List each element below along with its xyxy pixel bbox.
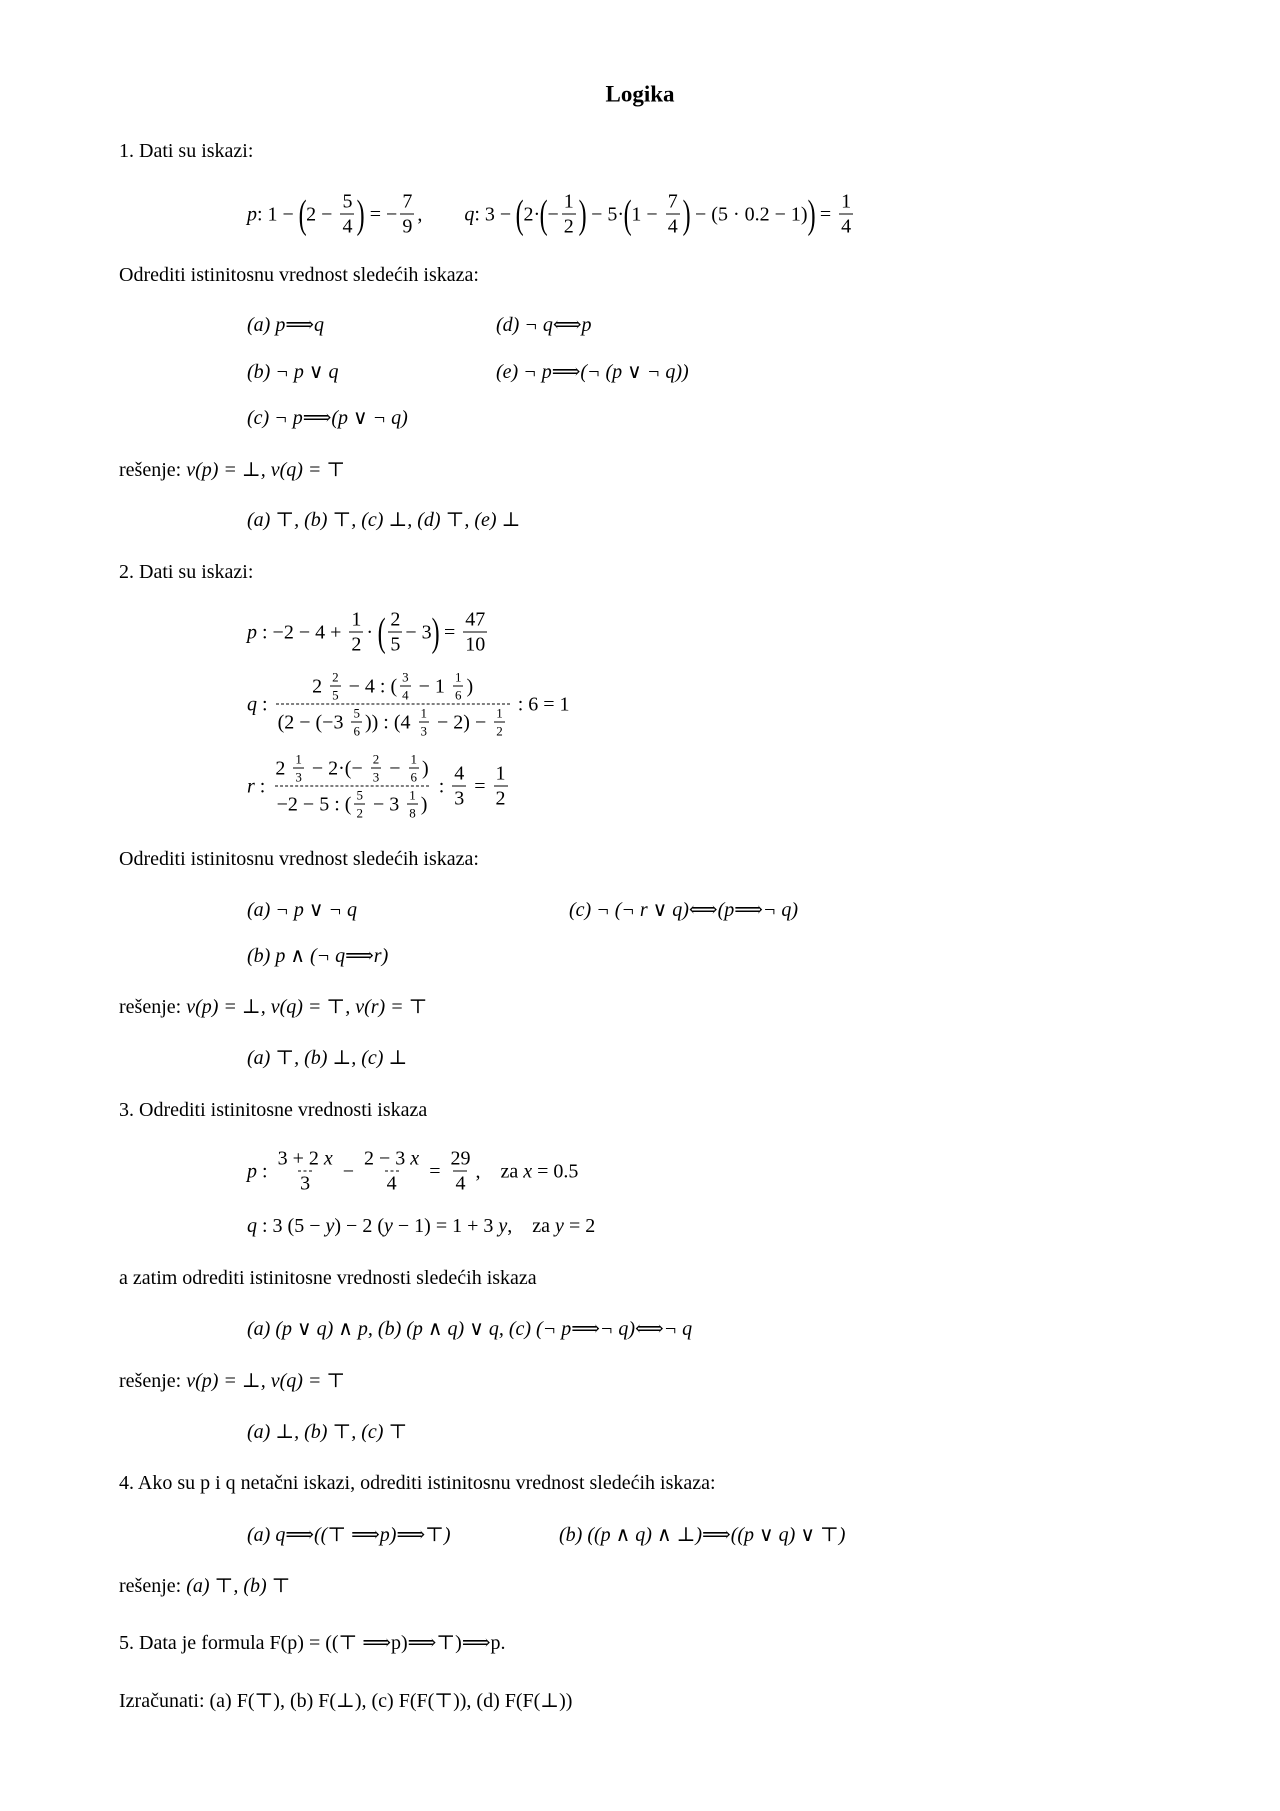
math-text: : 3 − bbox=[474, 203, 517, 225]
math-text: ) bbox=[420, 793, 428, 815]
numerator: 2 bbox=[332, 669, 339, 685]
denominator bbox=[666, 214, 680, 237]
math-paren: ) bbox=[431, 609, 440, 654]
numerator bbox=[562, 192, 576, 214]
problem-1-heading: 1. Dati su iskazi: bbox=[119, 140, 254, 162]
math-variable: q bbox=[247, 693, 257, 715]
fraction bbox=[448, 1149, 472, 1194]
solution-label: rešenje: bbox=[119, 1575, 182, 1597]
small-fraction bbox=[453, 671, 464, 702]
denominator: 3 bbox=[420, 723, 427, 739]
math-paren: ( bbox=[298, 191, 307, 236]
denominator: 6 bbox=[410, 769, 418, 785]
math-text: = 0.5 bbox=[532, 1160, 579, 1182]
math-paren: ( bbox=[539, 191, 548, 236]
math-text: 1 bbox=[563, 190, 574, 213]
math-text: 10 bbox=[465, 633, 486, 656]
math-text: 2 − 3 bbox=[364, 1147, 411, 1170]
fraction bbox=[666, 192, 680, 237]
formula-q bbox=[247, 671, 570, 738]
fraction bbox=[494, 764, 508, 809]
item-a: (a) ¬ p ∨ ¬ q bbox=[247, 899, 357, 921]
numerator bbox=[463, 610, 487, 632]
math-text: 3 + 2 bbox=[277, 1147, 324, 1170]
math-text: = bbox=[814, 203, 837, 225]
problem-1-solution bbox=[119, 460, 345, 480]
problem-1-statements bbox=[247, 192, 856, 237]
small-fraction bbox=[419, 707, 430, 738]
fraction bbox=[839, 192, 853, 237]
numerator bbox=[839, 192, 853, 214]
denominator bbox=[275, 786, 430, 820]
problem-3-answers: (a) ⊥, (b) ⊤, (c) ⊤ bbox=[247, 1421, 408, 1443]
math-paren: ) bbox=[682, 191, 691, 236]
math-text: 1 bbox=[351, 608, 362, 631]
math-text: 47 bbox=[465, 608, 486, 631]
math-paren: ) bbox=[357, 191, 366, 236]
math-text: − 2) − bbox=[432, 711, 492, 733]
math-variable: q bbox=[464, 203, 475, 225]
math-text: − bbox=[337, 1160, 360, 1182]
math-text: 3 bbox=[300, 1172, 311, 1195]
problem-1-task: Odrediti istinitosnu vrednost sledećih iskaza: bbox=[119, 264, 479, 286]
formula-q-body bbox=[247, 1216, 595, 1236]
denominator bbox=[453, 1171, 467, 1194]
math-text: ) − 2 ( bbox=[334, 1215, 384, 1237]
numerator bbox=[340, 192, 354, 214]
formula-p bbox=[247, 192, 422, 237]
denominator: 3 bbox=[295, 769, 302, 785]
problem-5-heading: 5. Data je formula F(p) = ((⊤ ⟹p)⟹⊤)⟹p. bbox=[119, 1632, 506, 1654]
math-text: : bbox=[257, 1160, 273, 1182]
denominator: 6 bbox=[353, 723, 360, 739]
math-text: 4 bbox=[342, 215, 353, 238]
math-paren: ) bbox=[807, 191, 816, 236]
math-paren: ( bbox=[623, 191, 632, 236]
denominator: 6 bbox=[454, 687, 462, 703]
solution-values: v(p) = ⊥, v(q) = ⊤, v(r) = ⊤ bbox=[186, 996, 428, 1018]
math-text: · bbox=[366, 621, 379, 643]
small-fraction bbox=[293, 753, 304, 784]
math-text: 5 bbox=[342, 190, 353, 213]
numerator bbox=[494, 764, 508, 786]
item-a: (a) p⟹q bbox=[247, 314, 324, 336]
small-fraction bbox=[330, 671, 341, 702]
fraction bbox=[273, 753, 430, 820]
math-text: 4 bbox=[454, 762, 465, 785]
fraction bbox=[452, 764, 466, 809]
math-text: 2 − bbox=[306, 203, 338, 225]
fraction bbox=[388, 610, 402, 655]
solution-label: rešenje: bbox=[119, 1370, 182, 1392]
denominator bbox=[298, 1171, 312, 1194]
formula-p bbox=[247, 610, 490, 655]
numerator bbox=[388, 610, 402, 632]
math-text: 2 bbox=[563, 215, 574, 238]
fraction bbox=[362, 1149, 421, 1194]
fraction bbox=[340, 192, 354, 237]
denominator bbox=[388, 632, 402, 655]
math-text: : 6 = 1 bbox=[512, 693, 570, 715]
formula-r-body bbox=[247, 753, 511, 820]
math-variable: r bbox=[247, 775, 255, 797]
math-text: − 1) = 1 + 3 bbox=[392, 1215, 499, 1237]
fraction bbox=[276, 671, 510, 738]
numerator: 1 bbox=[420, 705, 427, 721]
small-fraction bbox=[407, 789, 418, 820]
denominator bbox=[276, 704, 510, 738]
formula-p bbox=[247, 1149, 578, 1194]
math-text: = bbox=[424, 1160, 446, 1182]
math-text: −2 − 5 : ( bbox=[276, 793, 352, 815]
math-text: 4 bbox=[386, 1172, 397, 1195]
formula-r bbox=[247, 753, 511, 820]
small-fraction bbox=[354, 789, 365, 820]
denominator: 2 bbox=[356, 805, 363, 821]
problem-2-task: Odrediti istinitosnu vrednost sledećih iskaza: bbox=[119, 848, 479, 870]
math-variable: x bbox=[323, 1147, 333, 1170]
denominator bbox=[562, 214, 576, 237]
fraction bbox=[463, 610, 487, 655]
math-text: , za bbox=[475, 1160, 524, 1182]
math-text: : bbox=[257, 693, 273, 715]
numerator: 3 bbox=[402, 669, 409, 685]
problem-3-task: a zatim odrediti istinitosne vrednosti sledećih iskaza bbox=[119, 1267, 537, 1289]
math-text: − bbox=[384, 757, 406, 779]
numerator: 1 bbox=[496, 705, 503, 721]
math-text: , za bbox=[507, 1215, 556, 1237]
math-variable: p bbox=[247, 621, 257, 643]
math-variable: y bbox=[325, 1215, 335, 1237]
small-fraction bbox=[371, 753, 382, 784]
problem-2-answers: (a) ⊤, (b) ⊥, (c) ⊥ bbox=[247, 1047, 408, 1069]
formula-p-body bbox=[247, 1149, 578, 1194]
formula-q bbox=[247, 1216, 595, 1236]
math-text: 2 bbox=[312, 675, 328, 697]
math-text: 2 bbox=[390, 608, 401, 631]
math-text: = bbox=[469, 775, 491, 797]
numerator: 5 bbox=[353, 705, 360, 721]
math-text: 5 bbox=[390, 633, 401, 656]
problem-5-task: Izračunati: (a) F(⊤), (b) F(⊥), (c) F(F(⊤)), (d) F(F(⊥)) bbox=[119, 1690, 573, 1712]
numerator: 1 bbox=[454, 669, 462, 685]
denominator bbox=[400, 214, 414, 237]
numerator bbox=[273, 753, 430, 786]
problem-3-heading: 3. Odrediti istinitosne vrednosti iskaza bbox=[119, 1099, 428, 1121]
math-text: 4 bbox=[667, 215, 678, 238]
item-c: (c) ¬ (¬ r ∨ q)⟺(p⟹¬ q) bbox=[569, 899, 799, 921]
small-fraction bbox=[400, 671, 411, 702]
formula-q-body bbox=[247, 671, 570, 738]
solution-values: (a) ⊤, (b) ⊤ bbox=[186, 1575, 291, 1597]
math-text: ) bbox=[422, 757, 429, 779]
math-text: ) bbox=[466, 675, 474, 697]
denominator: 4 bbox=[402, 687, 409, 703]
math-text: − 5· bbox=[586, 203, 625, 225]
math-text: 2 bbox=[351, 633, 362, 656]
math-text: − bbox=[547, 203, 559, 225]
math-text: = bbox=[439, 621, 461, 643]
math-variable: q bbox=[247, 1215, 257, 1237]
math-variable: p bbox=[247, 1160, 257, 1182]
numerator: 2 bbox=[372, 751, 380, 767]
denominator bbox=[494, 786, 508, 809]
numerator: 1 bbox=[409, 787, 416, 803]
math-text: 1 bbox=[495, 762, 506, 785]
math-text: 4 bbox=[841, 215, 852, 238]
numerator bbox=[310, 671, 475, 704]
math-paren: ) bbox=[578, 191, 587, 236]
numerator: 1 bbox=[410, 751, 418, 767]
denominator bbox=[385, 1171, 399, 1194]
math-text: 1 bbox=[841, 190, 852, 213]
numerator bbox=[349, 610, 363, 632]
math-text: : bbox=[433, 775, 450, 797]
solution-label: rešenje: bbox=[119, 996, 182, 1018]
math-text: : 3 (5 − bbox=[257, 1215, 326, 1237]
math-paren: ( bbox=[377, 609, 386, 654]
math-text: 2· bbox=[523, 203, 541, 225]
math-text: − (5 · 0.2 − 1) bbox=[690, 203, 808, 225]
math-text: : bbox=[254, 775, 271, 797]
formula-q bbox=[464, 192, 856, 237]
small-fraction bbox=[494, 707, 505, 738]
item-b: (b) ¬ p ∨ q bbox=[247, 361, 339, 383]
denominator bbox=[839, 214, 853, 237]
math-text: − 3 bbox=[367, 793, 405, 815]
small-fraction bbox=[351, 707, 362, 738]
fraction bbox=[400, 192, 414, 237]
math-text: : −2 − 4 + bbox=[257, 621, 347, 643]
solution-values: v(p) = ⊥, v(q) = ⊤ bbox=[186, 1370, 346, 1392]
item-a: (a) q⟹((⊤ ⟹p)⟹⊤) bbox=[247, 1524, 451, 1546]
math-variable: p bbox=[247, 203, 257, 225]
math-text: : 1 − bbox=[257, 203, 299, 225]
math-variable: y bbox=[384, 1215, 393, 1237]
math-text: 2 bbox=[495, 787, 506, 810]
math-text: )) : (4 bbox=[364, 711, 416, 733]
problem-2-heading: 2. Dati su iskazi: bbox=[119, 561, 254, 583]
problem-2-solution bbox=[119, 997, 427, 1017]
denominator: 8 bbox=[409, 805, 416, 821]
math-text: 7 bbox=[402, 190, 413, 213]
math-text: − 4 : ( bbox=[343, 675, 398, 697]
math-text: − 2·(− bbox=[306, 757, 368, 779]
math-text: = 2 bbox=[563, 1215, 596, 1237]
denominator bbox=[340, 214, 354, 237]
numerator: 5 bbox=[356, 787, 363, 803]
item-b: (b) p ∧ (¬ q⟹r) bbox=[247, 945, 389, 967]
item-c: (c) ¬ p⟹(p ∨ ¬ q) bbox=[247, 407, 408, 429]
math-variable: x bbox=[523, 1160, 533, 1182]
math-text: , bbox=[417, 203, 423, 225]
denominator bbox=[463, 632, 487, 655]
item-d: (d) ¬ q⟺p bbox=[496, 314, 592, 336]
math-paren: ( bbox=[515, 191, 524, 236]
numerator bbox=[448, 1149, 472, 1171]
math-text: (2 − (−3 bbox=[277, 711, 349, 733]
math-text: = − bbox=[364, 203, 398, 225]
numerator bbox=[400, 192, 414, 214]
numerator bbox=[276, 1149, 335, 1171]
page-title: Logika bbox=[605, 81, 675, 107]
math-text: 9 bbox=[402, 215, 413, 238]
numerator bbox=[666, 192, 680, 214]
denominator: 2 bbox=[496, 723, 503, 739]
denominator: 5 bbox=[332, 687, 339, 703]
denominator: 3 bbox=[372, 769, 380, 785]
math-text: 4 bbox=[455, 1172, 466, 1195]
solution-label: rešenje: bbox=[119, 459, 182, 481]
math-text: 3 bbox=[454, 787, 465, 810]
problem-3-solution bbox=[119, 1371, 345, 1391]
numerator: 1 bbox=[295, 751, 302, 767]
math-variable: y bbox=[498, 1215, 508, 1237]
solution-values: v(p) = ⊥, v(q) = ⊤ bbox=[186, 459, 346, 481]
fraction bbox=[349, 610, 363, 655]
item-e: (e) ¬ p⟹(¬ (p ∨ ¬ q)) bbox=[496, 361, 689, 383]
problem-4-solution bbox=[119, 1576, 290, 1596]
formula-p-body bbox=[247, 610, 490, 655]
math-text: − 3 bbox=[405, 621, 432, 643]
numerator bbox=[362, 1149, 421, 1171]
math-variable: x bbox=[410, 1147, 420, 1170]
denominator bbox=[452, 786, 466, 809]
math-text: 29 bbox=[450, 1147, 471, 1170]
math-text: 7 bbox=[667, 190, 678, 213]
small-fraction bbox=[409, 753, 420, 784]
math-text: − 1 bbox=[413, 675, 450, 697]
item-b: (b) ((p ∧ q) ∧ ⊥)⟹((p ∨ q) ∨ ⊤) bbox=[559, 1524, 846, 1546]
fraction bbox=[276, 1149, 335, 1194]
math-text: 2 bbox=[275, 757, 291, 779]
problem-4-heading: 4. Ako su p i q netačni iskazi, odrediti istinitosnu vrednost sledećih iskaza: bbox=[119, 1472, 716, 1494]
problem-3-items: (a) (p ∨ q) ∧ p, (b) (p ∧ q) ∨ q, (c) (¬ p⟹¬ q)⟺¬ q bbox=[247, 1318, 693, 1340]
denominator bbox=[349, 632, 363, 655]
math-variable: y bbox=[555, 1215, 564, 1237]
fraction bbox=[562, 192, 576, 237]
numerator bbox=[452, 764, 466, 786]
problem-1-answers: (a) ⊤, (b) ⊤, (c) ⊥, (d) ⊤, (e) ⊥ bbox=[247, 509, 521, 531]
math-text: 1 − bbox=[631, 203, 663, 225]
